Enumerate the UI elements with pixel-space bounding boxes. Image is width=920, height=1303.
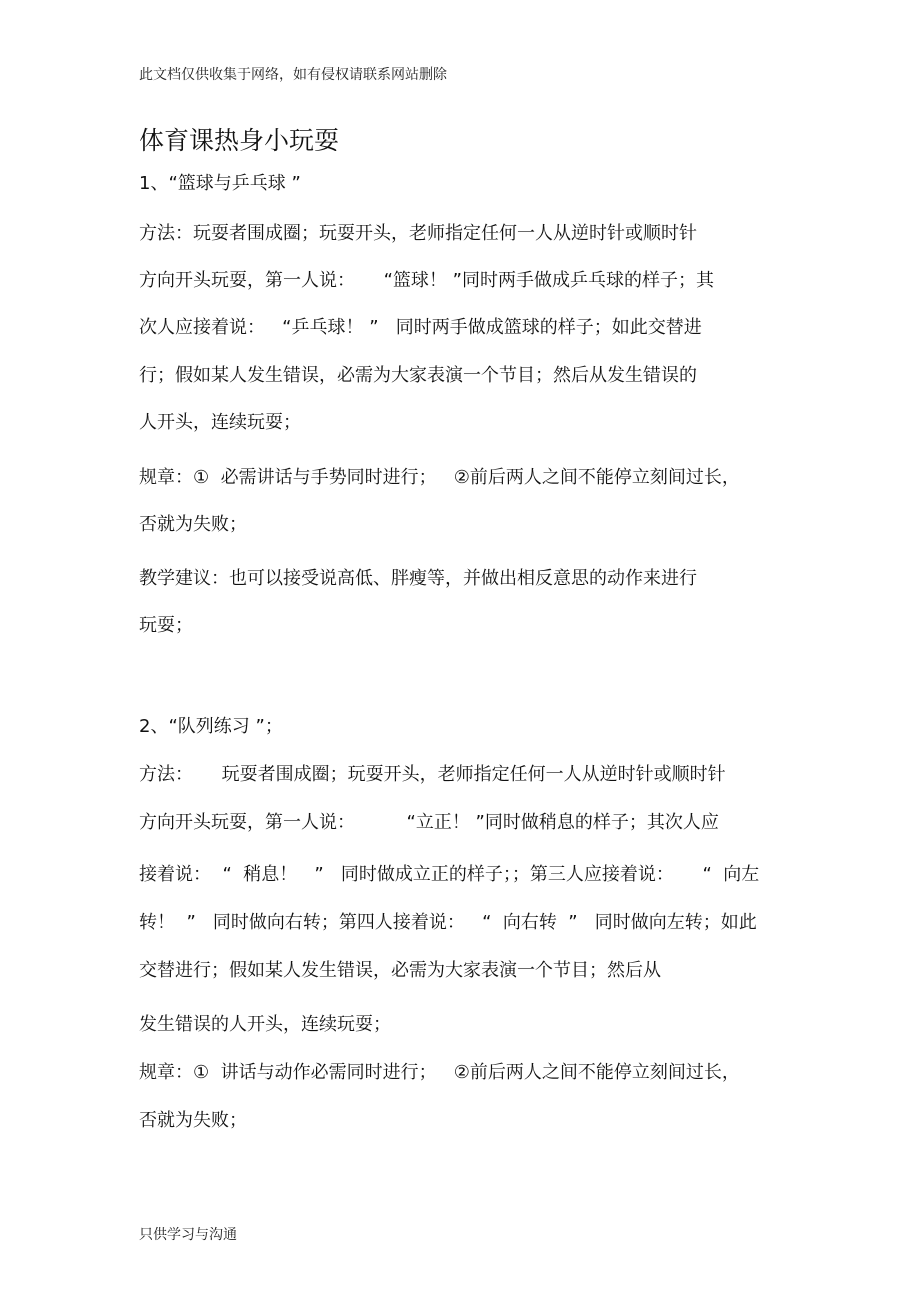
method-line: 次人应接着说： “乒乓球！ ” 同时两手做成篮球的样子；如此交替进	[139, 317, 702, 338]
method-line: 方法：玩耍者围成圈；玩耍开头，老师指定任何一人从逆时针或顺时针	[139, 223, 697, 244]
advice-line: 教学建议：也可以接受说高低、胖瘦等，并做出相反意思的动作来进行	[139, 568, 697, 589]
method-line: 方向开头玩耍，第一人说： “立正！ ”同时做稍息的样子；其次人应	[139, 812, 719, 833]
rules-line: 否就为失败；	[139, 1110, 247, 1131]
method-line: 方向开头玩耍，第一人说： “篮球！ ”同时两手做成乒乓球的样子；其	[139, 270, 714, 291]
rules-line: 规章：① 必需讲话与手势同时进行； ②前后两人之间不能停立刻间过长，	[139, 467, 740, 488]
method-line: 方法： 玩耍者围成圈；玩耍开头，老师指定任何一人从逆时针或顺时针	[139, 764, 726, 785]
advice-line: 玩耍；	[139, 615, 193, 636]
method-line: 行；假如某人发生错误，必需为大家表演一个节目；然后从发生错误的	[139, 365, 697, 386]
footer-note: 只供学习与沟通	[139, 1227, 237, 1243]
page-title: 体育课热身小玩耍	[139, 126, 340, 155]
method-line: 转！ ” 同时做向右转；第四人接着说： “ 向右转 ” 同时做向左转；如此	[139, 912, 757, 933]
section-heading: 1、“篮球与乒乓球 ”	[139, 173, 301, 194]
header-note: 此文档仅供收集于网络，如有侵权请联系网站删除	[139, 67, 447, 83]
rules-line: 否就为失败；	[139, 514, 247, 535]
method-line: 交替进行；假如某人发生错误，必需为大家表演一个节目；然后从	[139, 960, 661, 981]
method-line: 发生错误的人开头，连续玩耍；	[139, 1014, 391, 1035]
section-heading: 2、“队列练习 ”；	[139, 716, 283, 737]
method-line: 接着说： “ 稍息！ ” 同时做成立正的样子；；第三人应接着说： “ 向左	[139, 864, 760, 885]
method-line: 人开头，连续玩耍；	[139, 412, 301, 433]
rules-line: 规章：① 讲话与动作必需同时进行； ②前后两人之间不能停立刻间过长，	[139, 1062, 740, 1083]
